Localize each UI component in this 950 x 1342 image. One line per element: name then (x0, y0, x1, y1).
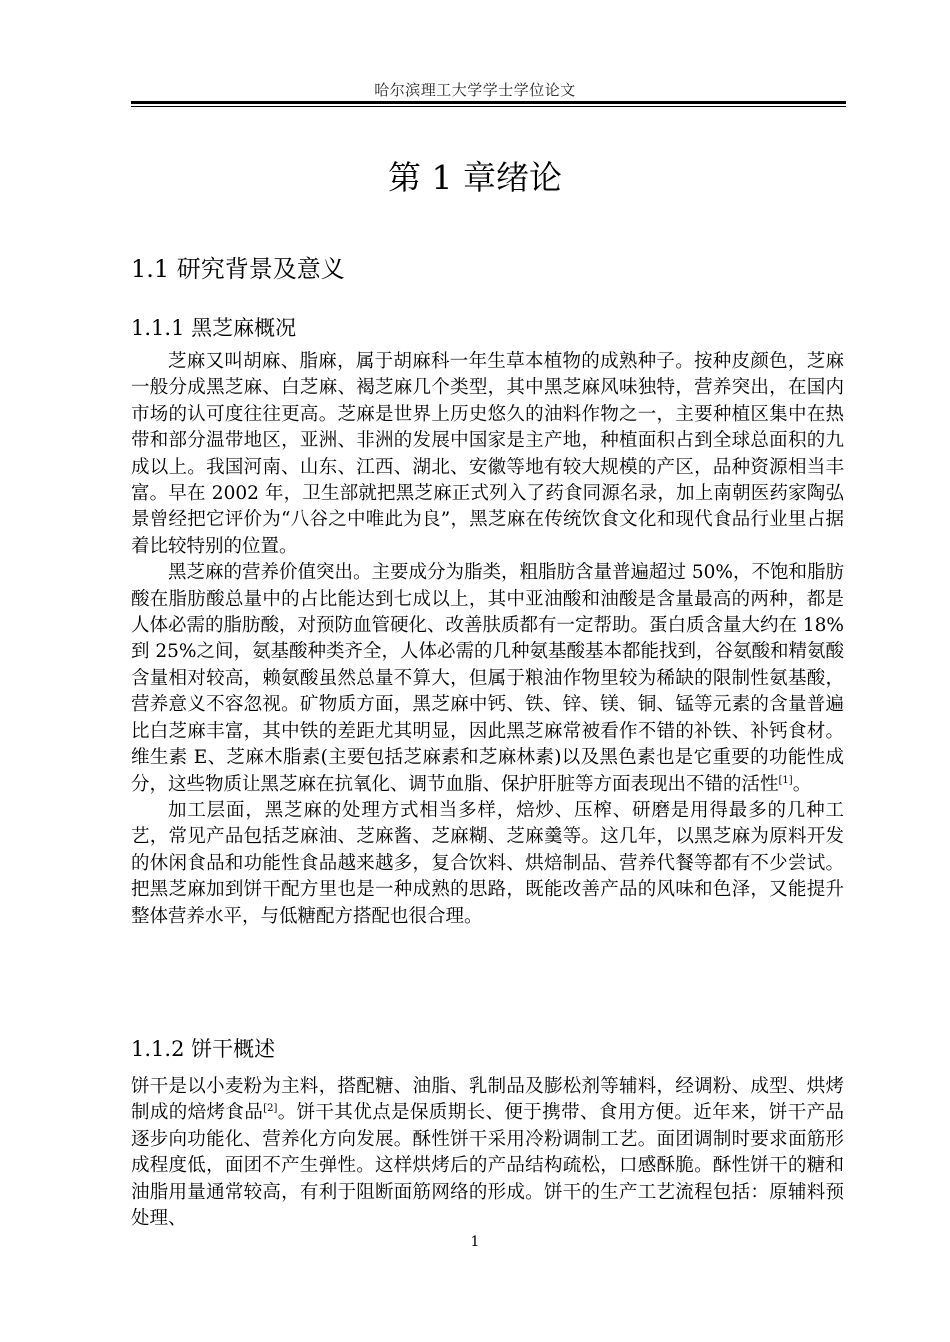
paragraph-sesame-overview: 芝麻又叫胡麻、脂麻，属于胡麻科一年生草本植物的成熟种子。按种皮颜色，芝麻一般分成黑芝麻、白芝麻、褐芝麻几个类型，其中黑芝麻风味独特，营养突出，在国内市场的认可度往往更高。芝麻是世界上历史悠久的油料作物之一，主要种植区集中在热带和部分温带地区，亚洲、非洲的发展中国家是主产地，种植面积占到全球总面积的九成以上。我国河南、山东、江西、湖北、安徽等地有较大规模的产区，品种资源相当丰富。早在 2002 年，卫生部就把黑芝麻正式列入了药食同源名录，加上南朝医药家陶弘景曾经把它评价为“八谷之中唯此为良”，黑芝麻在传统饮食文化和现代食品行业里占据着比较特别的位置。 (131, 351, 844, 557)
subsection-title-1-1-1: 1.1.1 黑芝麻概况 (131, 316, 297, 340)
subsection-title-1-1-2: 1.1.2 饼干概述 (131, 1037, 276, 1061)
header-rule-thick (131, 101, 846, 104)
paragraph-text: 饼干是以小麦粉为主料，搭配糖、油脂、乳制品及膨松剂等辅料，经调粉、成型、烘烤制成的焙烤食品 (131, 1076, 844, 1124)
paragraph-end: 。 (792, 773, 812, 795)
paragraph-text: 。饼干其优点是保质期长、便于携带、食用方便。近年来，饼干产品逐步向功能化、营养化方向发展。酥性饼干采用冷粉调制工艺。面团调制时要求面筋形成程度低，面团不产生弹性。这样烘烤后的产品结构疏松，口感酥脆。酥性饼干的糖和油脂用量通常较高，有利于阻断面筋网络的形成。饼干的生产工艺流程包括：原辅料预处理、 (131, 1102, 844, 1230)
paragraph-sesame-nutrition (131, 560, 844, 798)
page-number: 1 (470, 1234, 480, 1250)
running-header: 哈尔滨理工大学学士学位论文 (374, 81, 576, 99)
subsection-body-1-1-2 (131, 1074, 844, 1232)
citation-ref-2[interactable]: [2] (263, 1103, 278, 1115)
paragraph-biscuit-overview (131, 1074, 844, 1232)
citation-ref-1[interactable]: [1] (778, 774, 793, 786)
header-rule-thin (131, 106, 846, 107)
chapter-title: 第 1 章绪论 (388, 158, 562, 197)
subsection-body-1-1-1 (131, 349, 844, 930)
section-title-1-1: 1.1 研究背景及意义 (131, 255, 345, 283)
paragraph-text: 黑芝麻的营养价值突出。主要成分为脂类，粗脂肪含量普遍超过 50%，不饱和脂肪酸在脂肪酸总量中的占比能达到七成以上，其中亚油酸和油酸是含量最高的两种，都是人体必需的脂肪酸，对预防血管硬化、改善肤质都有一定帮助。蛋白质含量大约在 18%到 25%之间，氨基酸种类齐全，人体必需的几种氨基酸基本都能找到，谷氨酸和精氨酸含量相对较高，赖氨酸虽然总量不算大，但属于粮油作物里较为稀缺的限制性氨基酸，营养意义不容忽视。矿物质方面，黑芝麻中钙、铁、锌、镁、铜、锰等元素的含量普遍比白芝麻丰富，其中铁的差距尤其明显，因此黑芝麻常被看作不错的补铁、补钙食材。维生素 E、芝麻木脂素(主要包括芝麻素和芝麻林素)以及黑色素也是它重要的功能性成分，这些物质让黑芝麻在抗氧化、调节血脂、保护肝脏等方面表现出不错的活性 (131, 562, 845, 795)
paragraph-sesame-processing: 加工层面，黑芝麻的处理方式相当多样，焙炒、压榨、研磨是用得最多的几种工艺，常见产品包括芝麻油、芝麻酱、芝麻糊、芝麻羹等。这几年，以黑芝麻为原料开发的休闲食品和功能性食品越来越多，复合饮料、烘焙制品、营养代餐等都有不少尝试。把黑芝麻加到饼干配方里也是一种成熟的思路，既能改善产品的风味和色泽，又能提升整体营养水平，与低糖配方搭配也很合理。 (131, 799, 844, 927)
